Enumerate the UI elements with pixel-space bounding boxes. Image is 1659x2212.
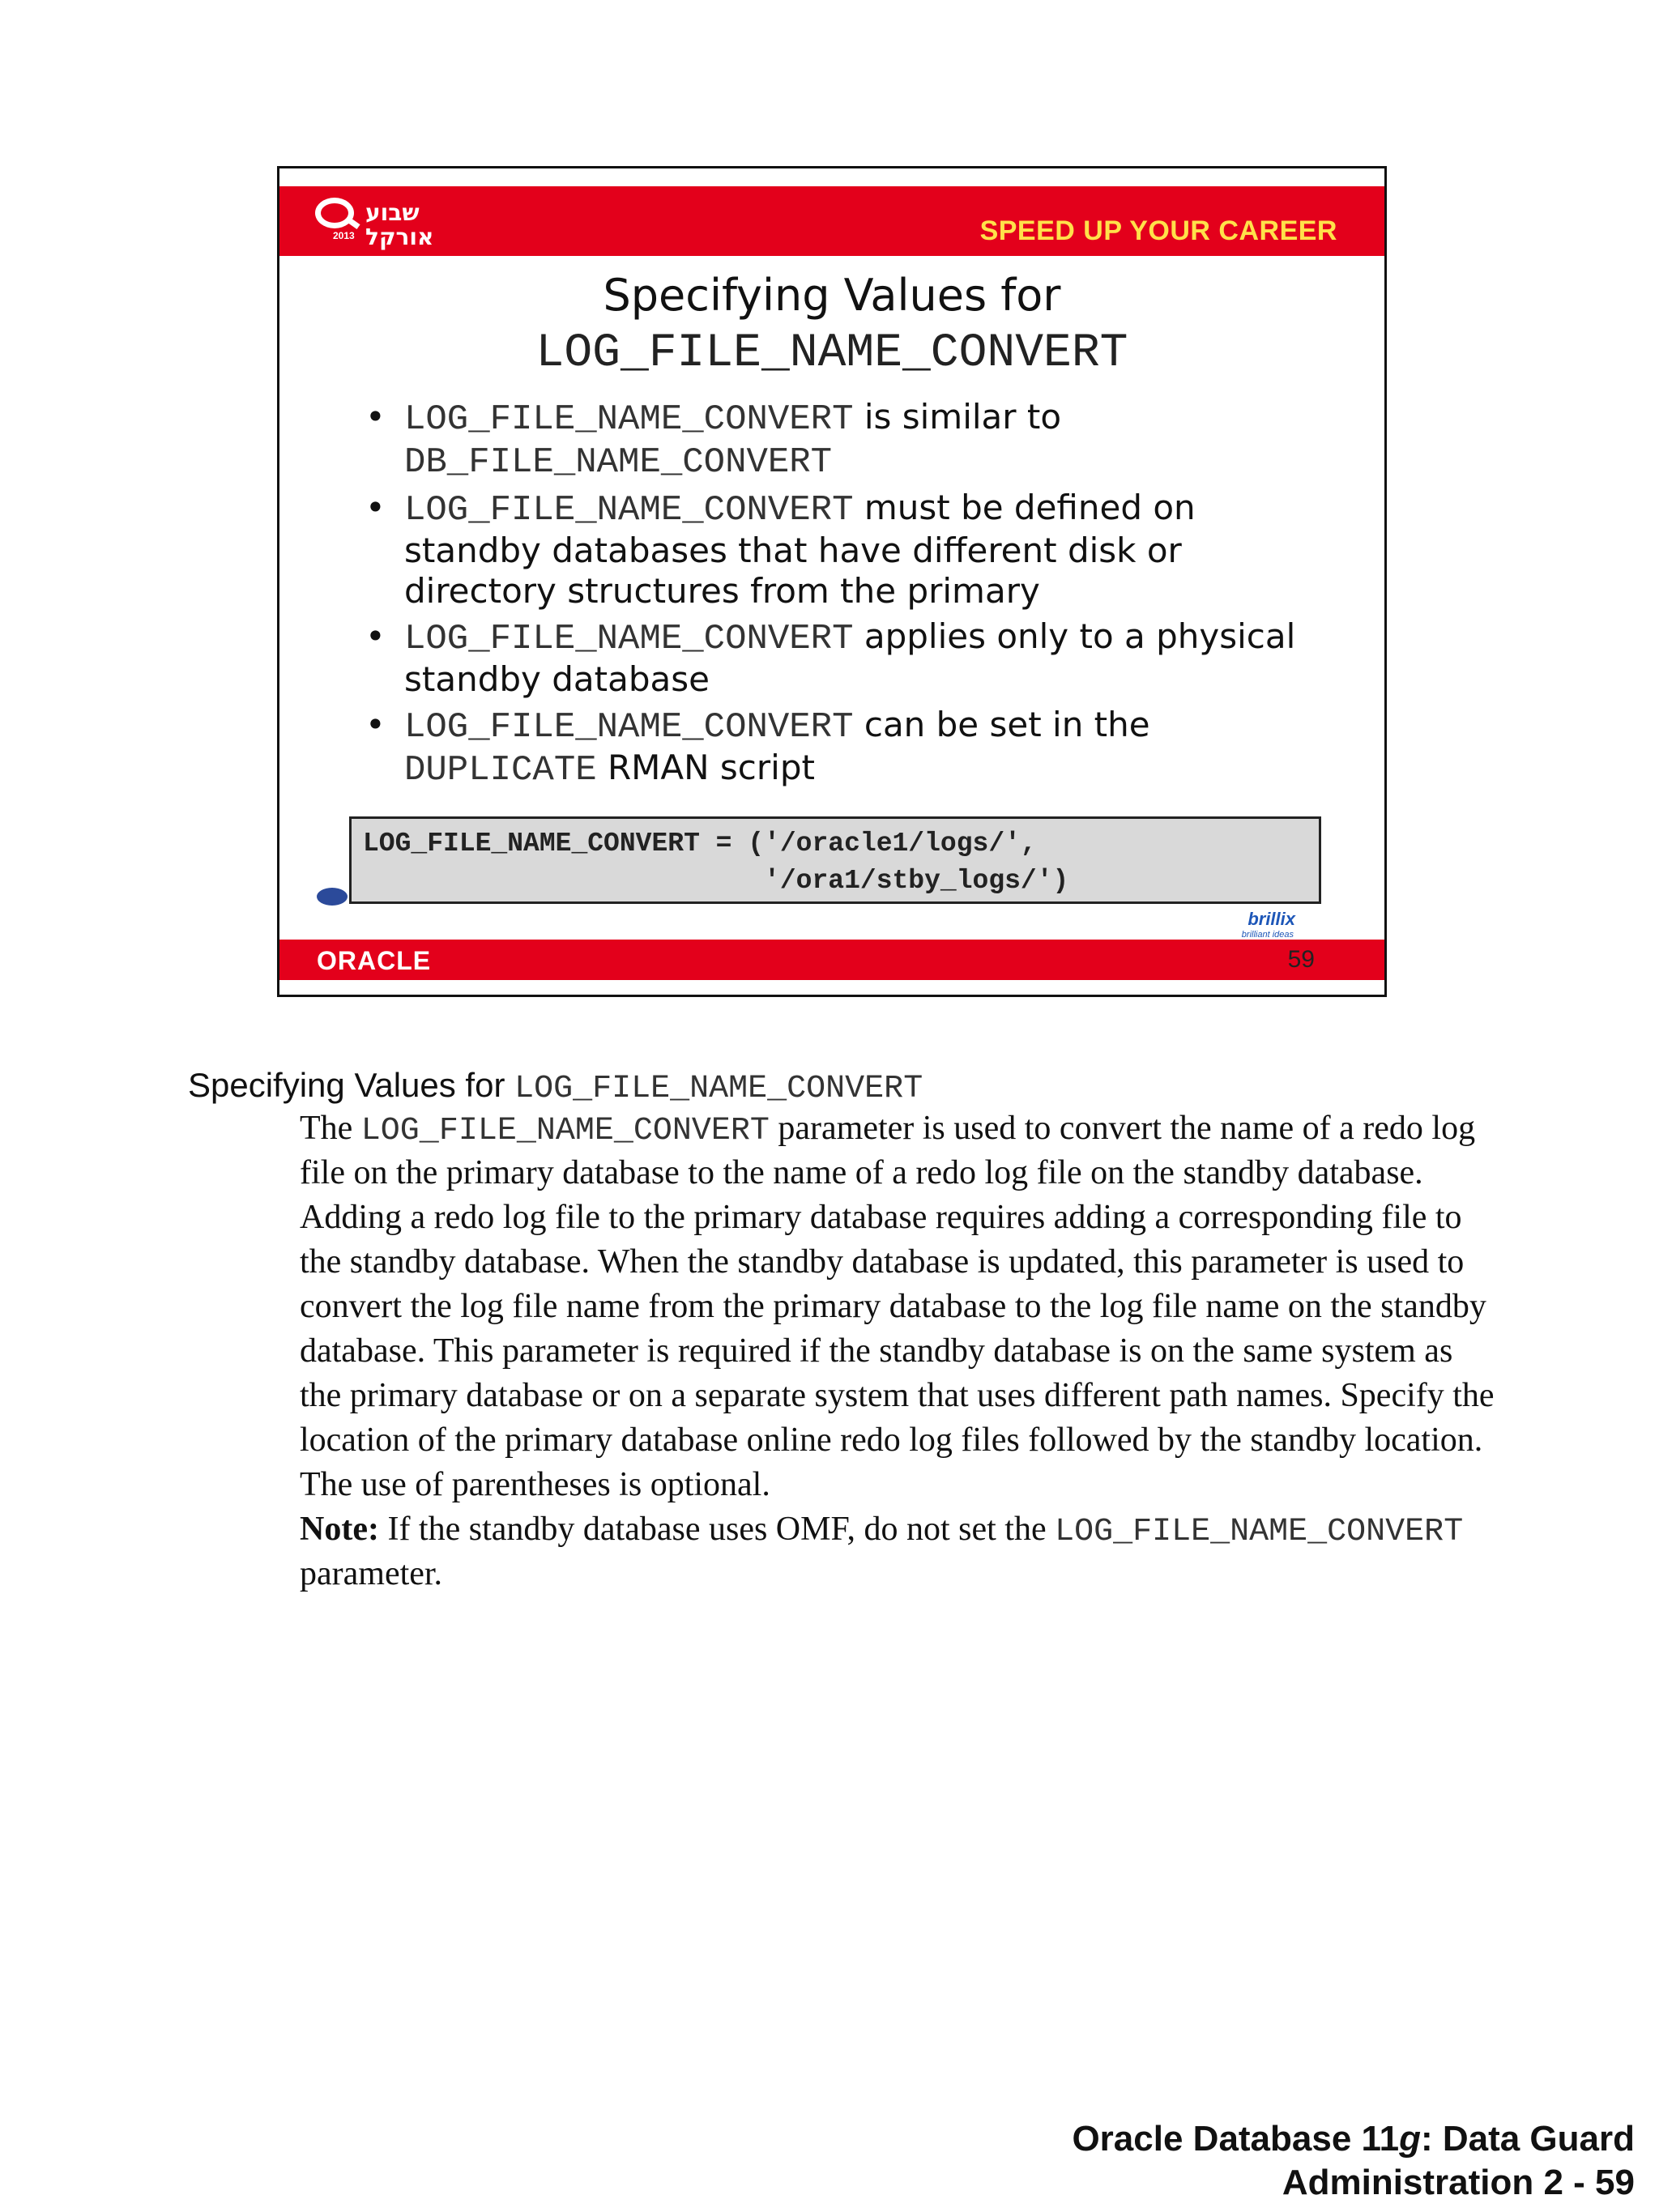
footer-product: Oracle Database 11 <box>1072 2119 1400 2159</box>
note-end: parameter. <box>300 1555 443 1592</box>
partner-logo-icon <box>317 888 348 906</box>
bullet-text: is similar to <box>853 397 1062 437</box>
code-line-2: '/ora1/stby_logs/') <box>363 866 1069 896</box>
brillix-logo: brillix <box>1247 909 1295 929</box>
notes-heading-text: Specifying Values for <box>188 1066 515 1104</box>
notes-paragraph <box>300 1106 1499 1507</box>
note-text: If the standby database uses OMF, do not set the <box>378 1511 1056 1548</box>
bullet-text: must be defined on standby databases that have different disk or directory structures from the primary <box>404 488 1196 611</box>
bullet-dot-icon: • <box>365 488 386 527</box>
notes-p1-rest: parameter is used to convert the name of a redo log file on the primary database to the name of a redo log file on the standby database. Adding a redo log file to the primary database requires adding a corresponding file to the standby database. When the standby database is updated, this parameter is used to convert the log file name from the primary database to the log file name on the standby database. This parameter is required if the standby database is on the same system as the primary database or on a separate system that uses different path names. Specify the location of the primary database online redo log files followed by the standby location. The use of parentheses is optional. <box>300 1110 1495 1503</box>
note-label: Note: <box>300 1511 379 1548</box>
logo-year: 2013 <box>333 230 355 241</box>
logo-ring-icon <box>315 198 354 228</box>
slide-title-line1: Specifying Values for <box>603 270 1061 321</box>
slide-image <box>277 166 1387 997</box>
footer-line-2: Administration 2 - 59 <box>1282 2163 1635 2202</box>
footer-topic: : Data Guard <box>1420 2119 1635 2159</box>
slide-top-banner <box>279 186 1384 256</box>
oracle-week-logo <box>315 194 453 250</box>
note-code: LOG_FILE_NAME_CONVERT <box>1055 1514 1464 1550</box>
notes-p1-start: The <box>300 1110 361 1147</box>
bullet-code: LOG_FILE_NAME_CONVERT <box>404 707 854 748</box>
bullet-item <box>360 488 1333 612</box>
slide-page-number: 59 <box>1287 946 1315 973</box>
notes-heading-code: LOG_FILE_NAME_CONVERT <box>514 1071 923 1107</box>
bullet-dot-icon: • <box>365 616 386 656</box>
bullet-code: LOG_FILE_NAME_CONVERT <box>404 490 854 531</box>
brillix-subtitle: brilliant ideas <box>1241 930 1294 940</box>
slide-tagline: SPEED UP YOUR CAREER <box>979 215 1337 246</box>
bullet-code: LOG_FILE_NAME_CONVERT <box>404 399 854 440</box>
oracle-logo: ORACLE <box>317 946 432 975</box>
bullet-dot-icon: • <box>365 397 386 437</box>
code-line-1: LOG_FILE_NAME_CONVERT = ('/oracle1/logs/', <box>363 829 1037 859</box>
notes-body <box>300 1106 1499 1596</box>
footer-line-1 <box>1072 2117 1635 2161</box>
logo-text: שבוע אורקל <box>365 199 434 250</box>
bullet-text: can be set in the <box>853 705 1150 744</box>
slide-bottom-banner <box>279 940 1384 980</box>
bullet-item <box>360 616 1333 700</box>
bullet-item <box>360 705 1333 791</box>
notes-heading <box>188 1066 923 1107</box>
bullet-code-2: DB_FILE_NAME_CONVERT <box>404 442 833 483</box>
footer-g: g <box>1399 2119 1421 2159</box>
bullet-text: applies only to a physical standby database <box>404 616 1296 699</box>
bullet-dot-icon: • <box>365 705 386 744</box>
page-footer <box>1072 2117 1635 2205</box>
notes-p1-code: LOG_FILE_NAME_CONVERT <box>360 1113 770 1149</box>
code-example-box <box>349 816 1321 904</box>
bullet-text-2: RMAN script <box>596 748 815 787</box>
notes-note <box>300 1507 1499 1596</box>
slide-bullet-list <box>360 397 1333 795</box>
bullet-item <box>360 397 1333 483</box>
slide-title <box>279 264 1384 380</box>
bullet-code: LOG_FILE_NAME_CONVERT <box>404 619 854 659</box>
bullet-code-2: DUPLICATE <box>404 750 597 791</box>
slide-title-line2: LOG_FILE_NAME_CONVERT <box>535 327 1128 380</box>
